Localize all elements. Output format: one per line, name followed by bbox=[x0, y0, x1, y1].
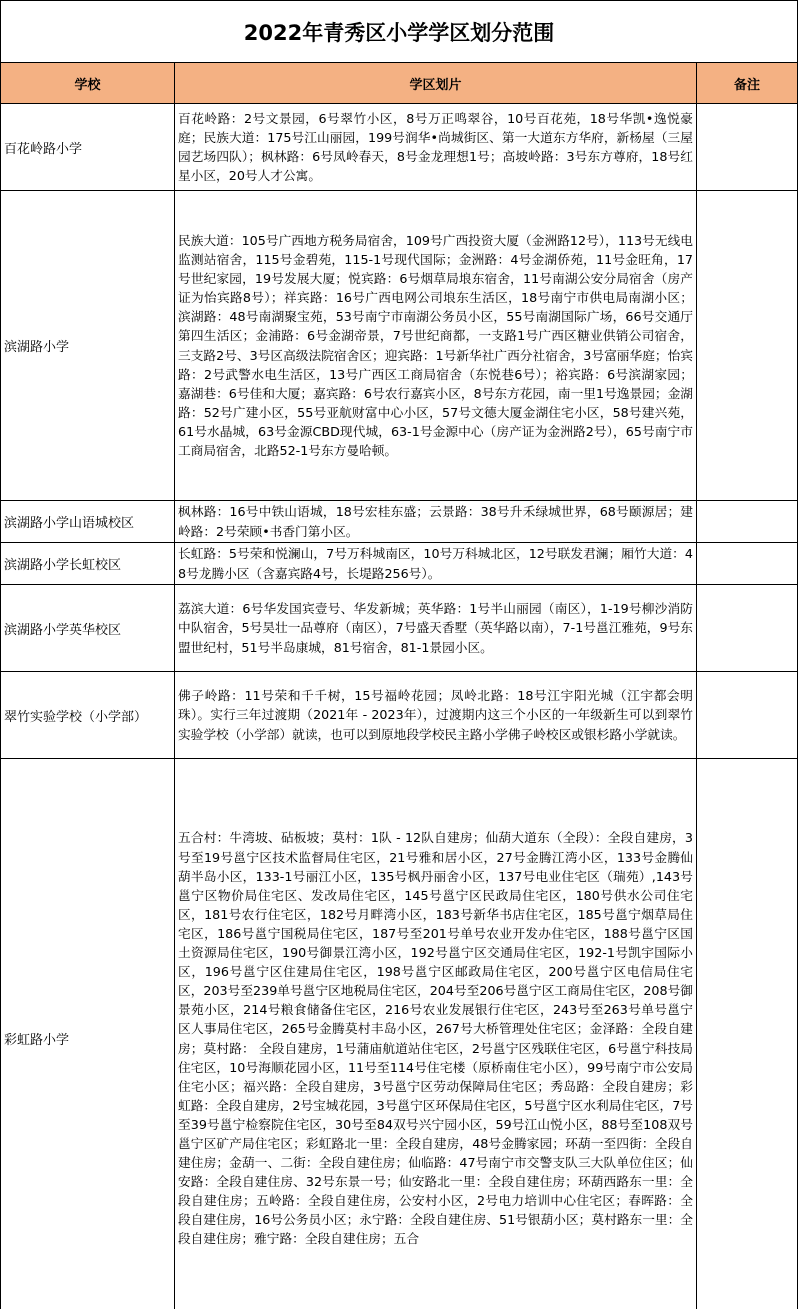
school-name: 滨湖路小学长虹校区 bbox=[1, 543, 175, 585]
zone-text: 五合村：牛湾坡、砧板坡；莫村：1队 - 12队自建房；仙葫大道东（全段）：全段自建房，3号至19号邕宁区技术监督局住宅区，21号雅和居小区，27号金腾江湾小区，133号金腾仙葫半岛小区，133-1号丽江小区，135号枫丹丽舍小区，137号电业住宅区（瑞苑）,143号邕宁区物价局住宅区、发改局住宅区，145号邕宁区民政局住宅区，180号供水公司住宅区，181号农行住宅区，182号月畔湾小区，183号新华书店住宅区，185号邕宁烟草局住宅区，186号邕宁国税局住宅区，187号至201号单号农业开发办住宅区，188号邕宁区国土资源局住宅区，190号御景江湾小区，192号邕宁区交通局住宅区，192-1号凯宇国际小区，196号邕宁区住建局住宅区，198号邕宁区邮政局住宅区，200号邕宁区电信局住宅区，203号至239单号邕宁区地税局住宅区，204号至206号邕宁区工商局住宅区，208号御景苑小区，214号粮食储备住宅区，216号农业发展银行住宅区，243号至263号单号邕宁区人事局住宅区，265号金腾莫村丰岛小区，267号大桥管理处住宅区；金泽路：全段自建房；莫村路： 全段自建房，1号蒲庙航道站住宅区，2号邕宁区残联住宅区，6号邕宁科技局住宅区，10号海顺花园小区，11号至114号住宅楼（原桥南住宅小区），99号南宁市公安局住宅小区；福兴路：全段自建房，3号邕宁区劳动保障局住宅区；秀岛路：全段自建房；彩虹路：全段自建房，2号宝城花园，3号邕宁区环保局住宅区，5号邕宁区水利局住宅区，7号至39号邕宁检察院住宅区，30号至84双号兴宁园小区，59号江山悦小区，88号至108双号邕宁区矿产局住宅区；彩虹路北一里：全段自建房，48号金腾家园；环葫一至四街：全段自建住房；金葫一、二街：全段自建住房；仙临路：47号南宁市交警支队三大队单位住区；仙安路：全段自建住房、32号东景一号；仙安路北一里：全段自建住房；环葫西路东一里：全段自建住房；五岭路：全段自建住房，公安村小区，2号电力培训中心住宅区；春晖路：全段自建住房，16号公务员小区；永宁路：全段自建住房、51号银葫小区；莫村路东一里：全段自建住房；雅宁路：全段自建住房；五合 bbox=[175, 759, 697, 1309]
table-row bbox=[1, 543, 798, 585]
note-cell bbox=[697, 543, 798, 585]
school-name: 彩虹路小学 bbox=[1, 759, 175, 1309]
zone-text: 佛子岭路：11号荣和千千树，15号福岭花园；凤岭北路：18号江宇阳光城（江宇都会明珠）。实行三年过渡期（2021年 - 2023年），过渡期内这三个小区的一年级新生可以到翠竹实验学校（小学部）就读，也可以到原地段学校民主路小学佛子岭校区或银杉路小学就读。 bbox=[175, 672, 697, 759]
note-cell bbox=[697, 759, 798, 1309]
school-name: 翠竹实验学校（小学部） bbox=[1, 672, 175, 759]
table-row bbox=[1, 104, 798, 191]
zone-text: 枫林路：16号中铁山语城，18号宏桂东盛；云景路：38号升禾绿城世界，68号颐源居；建岭路：2号荣顾•书香门第小区。 bbox=[175, 501, 697, 543]
table-row bbox=[1, 191, 798, 501]
school-name: 百花岭路小学 bbox=[1, 104, 175, 191]
note-cell bbox=[697, 501, 798, 543]
zone-text: 长虹路：5号荣和悦澜山，7号万科城南区，10号万科城北区，12号联发君澜；厢竹大道：48号龙腾小区（含嘉宾路4号，长堤路256号）。 bbox=[175, 543, 697, 585]
table-row bbox=[1, 585, 798, 672]
table-row bbox=[1, 672, 798, 759]
note-cell bbox=[697, 672, 798, 759]
header-school: 学校 bbox=[1, 63, 175, 104]
note-cell bbox=[697, 191, 798, 501]
zone-text: 民族大道：105号广西地方税务局宿舍，109号广西投资大厦（金洲路12号），113号无线电监测站宿舍，115号金碧苑，115-1号现代国际；金洲路：4号金湖侨苑，11号金旺角，17号世纪家园，19号发展大厦；悦宾路：6号烟草局埌东宿舍，11号南湖公安分局宿舍（房产证为怡宾路8号）；祥宾路：16号广西电网公司埌东生活区，18号南宁市供电局南湖小区；滨湖路：48号南湖聚宝苑，53号南宁市南湖公务员小区，55号南湖国际广场，66号交通厅第四生活区；金浦路：6号金湖帝景，7号世纪商都，一支路1号广西区糖业供销公司宿舍，三支路2号、3号区高级法院宿舍区；迎宾路：1号新华社广西分社宿舍，3号富丽华庭；怡宾路：2号武警水电生活区，13号广西区工商局宿舍（东悦巷6号）；裕宾路：6号滨湖家园；嘉湖巷：6号佳和大厦；嘉宾路：6号农行嘉宾小区，8号东方花园，南一里1号逸景园；金湖路：52号广建小区，55号亚航财富中心小区，57号文德大厦金湖住宅小区，58号建兴苑，61号水晶城，63号金源CBD现代城，63-1号金源中心（房产证为金洲路2号），65号南宁市工商局宿舍，北路52-1号东方曼哈顿。 bbox=[175, 191, 697, 501]
header-zone: 学区划片 bbox=[175, 63, 697, 104]
zone-text: 荔滨大道：6号华发国宾壹号、华发新城；英华路：1号半山丽园（南区），1-19号柳沙消防中队宿舍，5号昊壮一品尊府（南区），7号盛天香墅（英华路以南），7-1号邕江雅苑，9号东盟世纪村，51号半岛康城，81号宿舍，81-1景园小区。 bbox=[175, 585, 697, 672]
school-name: 滨湖路小学 bbox=[1, 191, 175, 501]
school-name: 滨湖路小学山语城校区 bbox=[1, 501, 175, 543]
zone-text: 百花岭路：2号文景园，6号翠竹小区，8号万正鸣翠谷，10号百花苑，18号华凯•逸悦豪庭；民族大道：175号江山丽园，199号润华•尚城街区、第一大道东方华府，新杨屋（三屋园艺场四队）；枫林路：6号凤岭春天，8号金龙理想1号；高坡岭路：3号东方尊府，18号红星小区，20号人才公寓。 bbox=[175, 104, 697, 191]
note-cell bbox=[697, 104, 798, 191]
header-row bbox=[1, 63, 798, 104]
table-row bbox=[1, 501, 798, 543]
table-title: 2022年青秀区小学学区划分范围 bbox=[1, 1, 798, 63]
table-row bbox=[1, 759, 798, 1309]
header-note: 备注 bbox=[697, 63, 798, 104]
school-name: 滨湖路小学英华校区 bbox=[1, 585, 175, 672]
note-cell bbox=[697, 585, 798, 672]
